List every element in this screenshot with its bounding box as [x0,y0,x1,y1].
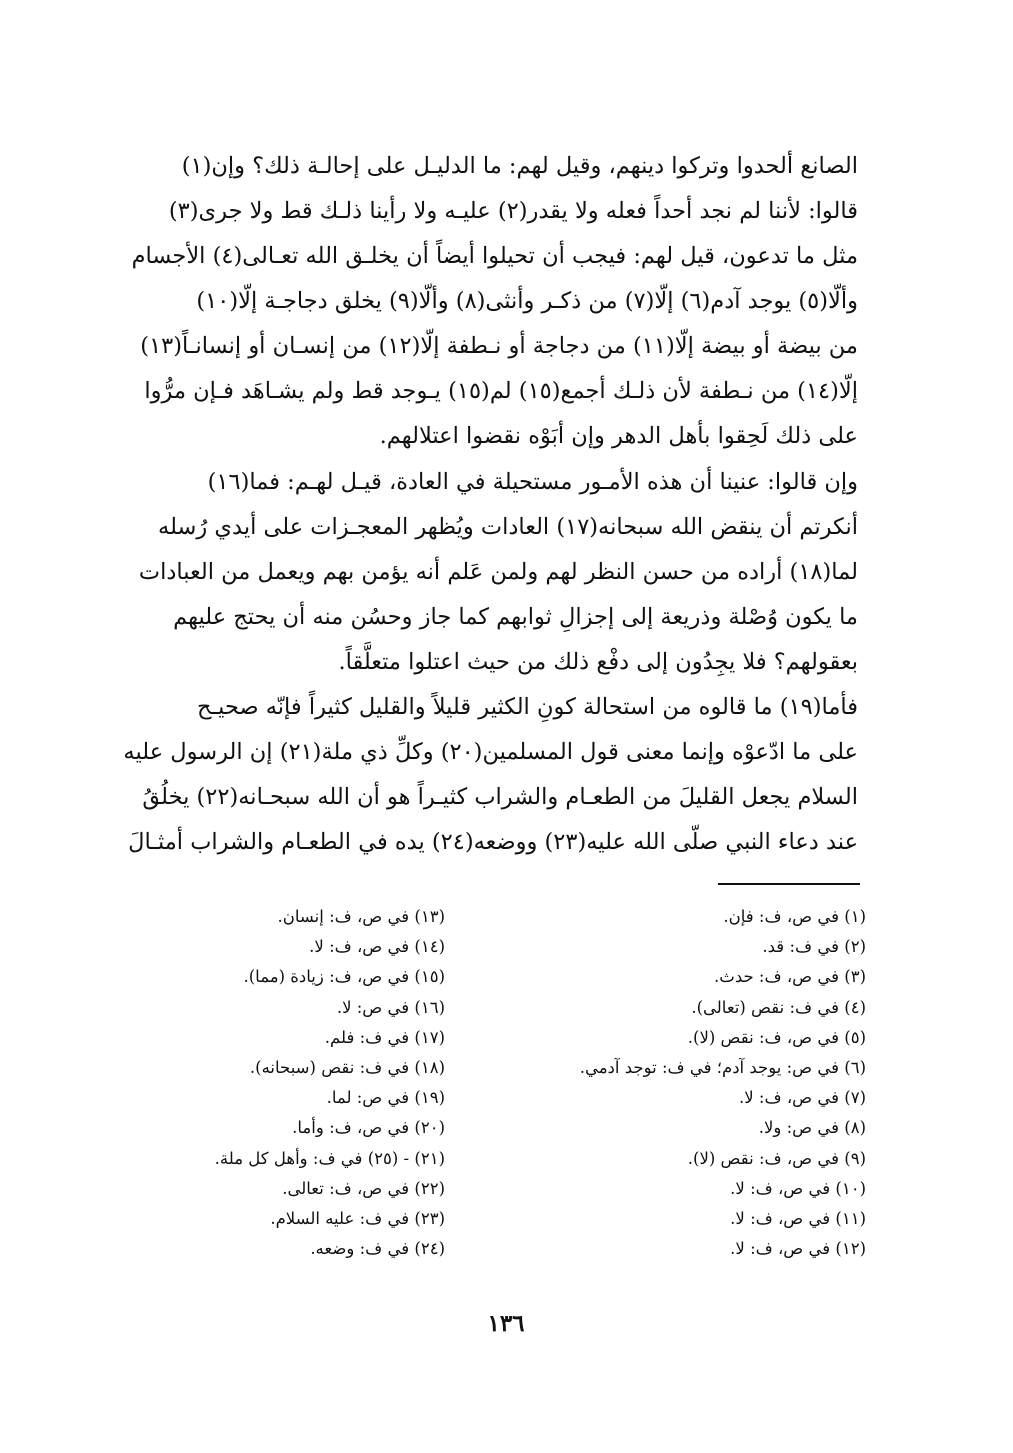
footnote: (١٠) في ص، ف: لا. [730,1178,866,1198]
footnote: (١٧) في ف: فلم. [324,1027,445,1047]
paragraph-2 [138,460,858,685]
text-line: قالوا: لأننا لم نجد أحداً فعله ولا يقدر(٢) عليـه ولا رأينا ذلـك قط ولا جرى(٣) [168,198,858,224]
footnote: (٥) في ص، ف: نقص (لا). [687,1027,866,1047]
footnote: (٢١) - (٢٥) في ف: وأهل كل ملة. [214,1148,445,1168]
footnote: (٢٤) في ف: وضعه. [310,1239,445,1259]
text-line: أنكرتم أن ينقض الله سبحانه(١٧) العادات ويُظهر المعجـزات على أيدي رُسله [158,514,858,540]
footnote: (٣) في ص، ف: حدث. [714,967,866,987]
text-line: من بيضة أو بيضة إلّا(١١) من دجاجة أو نـطفة إلّا(١٢) من إنسـان أو إنسانـاً(١٣) [140,333,858,359]
text-line: عند دعاء النبي صلّى الله عليه(٢٣) ووضعه(٢٤) يده في الطعـام والشراب أمثـالَ [128,829,858,855]
paragraph-1 [131,144,858,459]
footnote-divider [718,883,860,885]
text-line: الصانع ألحدوا وتركوا دينهم، وقيل لهم: ما الدليـل على إحالـة ذلك؟ وإن(١) [181,153,858,179]
footnote: (٩) في ص، ف: نقص (لا). [687,1148,866,1168]
footnote: (١٥) في ص، ف: زيادة (مما). [243,967,445,987]
footnote: (٧) في ص، ف: لا. [739,1088,866,1108]
footnote: (٢) في ف: قد. [762,937,866,957]
footnote: (١١) في ص، ف: لا. [730,1209,866,1229]
footnote: (١٩) في ص: لما. [326,1088,445,1108]
footnote: (٦) في ص: يوجد آدم؛ في ف: توجد آدمي. [579,1058,866,1078]
footnotes-right-column [500,902,866,1264]
text-line: لما(١٨) أراده من حسن النظر لهم ولمن عَلم أنه يؤمن بهم ويعمل من العبادات [138,559,858,585]
footnotes-left-column [150,902,445,1264]
text-line: السلام يجعل القليلَ من الطعـام والشراب كثيـراً هو أن الله سبحـانه(٢٢) يخلُقُ [142,784,858,810]
text-line: على ذلك لَحِقوا بأهل الدهر وإن أبَوْه نقضوا اعتلالهم. [379,423,858,449]
page-number: ١٣٦ [487,1310,525,1337]
footnote: (٤) في ف: نقص (تعالى). [691,997,866,1017]
footnote: (٢٢) في ص، ف: تعالى. [282,1178,445,1198]
footnote: (١٢) في ص، ف: لا. [730,1239,866,1259]
text-line: وألّا(٥) يوجد آدم(٦) إلّا(٧) من ذكـر وأنثى(٨) وألّا(٩) يخلق دجاجـة إلّا(١٠) [196,288,858,314]
text-line: إلّا(١٤) من نـطفة لأن ذلـك أجمع(١٥) لم(١٥) يـوجد قط ولم يشـاهَد فـإن مرُّوا [144,378,858,404]
text-line: فأما(١٩) ما قالوه من استحالة كونِ الكثير قليلاً والقليل كثيراً فإنّه صحيـح [197,694,858,720]
text-line: على ما ادّعوْه وإنما معنى قول المسلمين(٢٠) وكلِّ ذي ملة(٢١) إن الرسول عليه [123,739,858,765]
paragraph-3 [123,685,858,865]
footnote: (٨) في ص: ولا. [758,1118,866,1138]
footnote: (١٦) في ص: لا. [336,997,445,1017]
text-line: بعقولهم؟ فلا يجِدُون إلى دفْع ذلك من حيث اعتلوا متعلَّقاً. [338,649,858,675]
text-line: وإن قالوا: عنينا أن هذه الأمـور مستحيلة في العادة، قيـل لهـم: فما(١٦) [207,469,858,495]
text-line: مثل ما تدعون، قيل لهم: فيجب أن تحيلوا أيضاً أن يخلـق الله تعـالى(٤) الأجسام [131,243,858,269]
footnote: (٢٠) في ص، ف: وأما. [292,1118,445,1138]
text-line: ما يكون وُصْلة وذريعة إلى إجزالِ ثوابهم كما جاز وحسُن منه أن يحتج عليهم [173,604,858,630]
footnote: (١٨) في ف: نقص (سبحانه). [249,1058,445,1078]
footnote: (٢٣) في ف: عليه السلام. [270,1209,445,1229]
footnote: (١٤) في ص، ف: لا. [309,937,445,957]
footnote: (١) في ص، ف: فإن. [723,907,866,926]
footnote: (١٣) في ص، ف: إنسان. [277,907,445,926]
